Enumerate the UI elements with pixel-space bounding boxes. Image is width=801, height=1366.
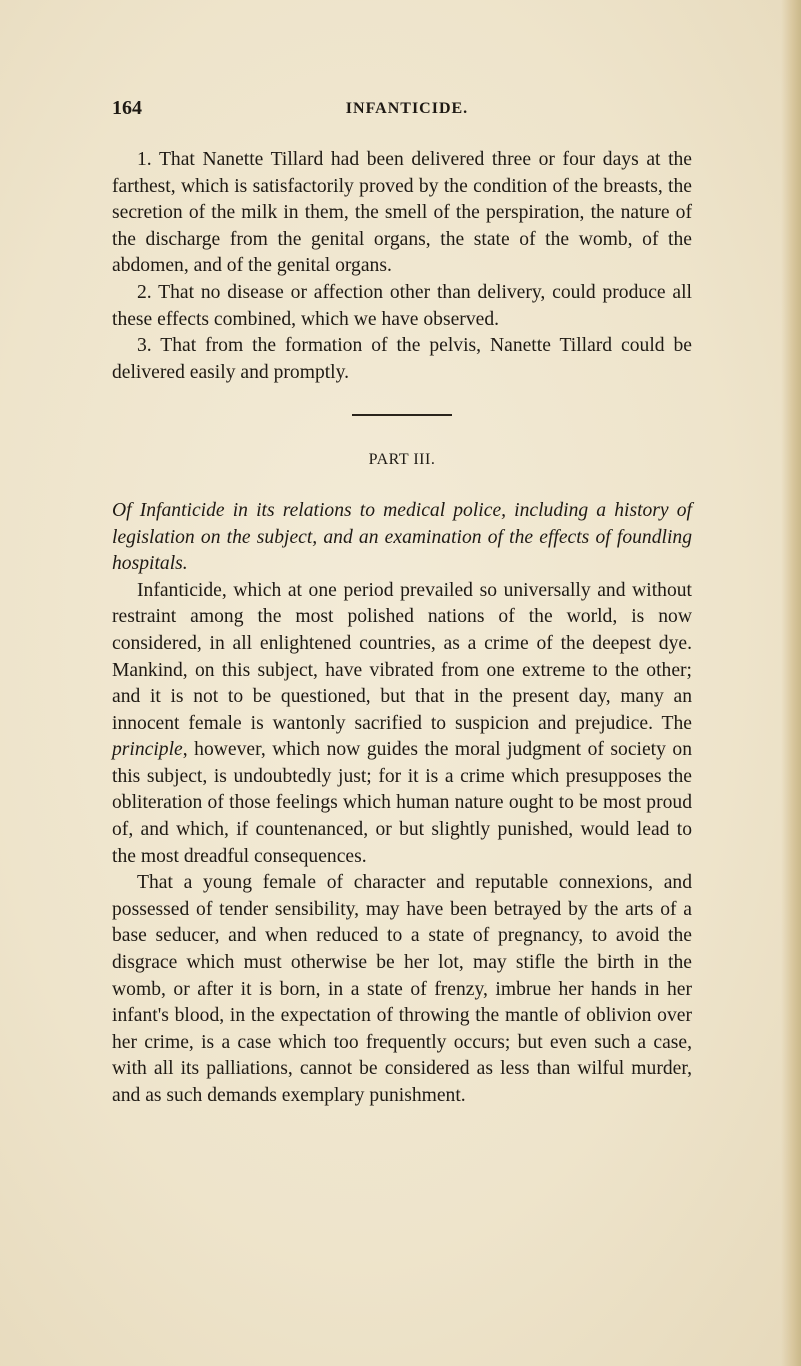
finding-1: 1. That Nanette Tillard had been delivered three or four days at the farthest, which is satisfactorily proved by the condition of the breasts, the secretion of the milk in them, the smell of the perspiration, the nature of the discharge from the genital organs, the state of the womb, of the abdomen, and of the genital organs. <box>112 149 692 277</box>
page-edge-shadow <box>781 0 801 1366</box>
page-number: 164 <box>112 97 142 119</box>
body-paragraph-1-text-b: , however, which now guides the moral judgment of society on this subject, is undoubtedly just; for it is a crime which presupposes the obliteration of those feelings which human nature ought to be most proud of, and which, if countenanced, or but slightly punished, would lead to the most dreadful consequences. <box>112 739 692 867</box>
section-divider <box>352 414 452 416</box>
body-paragraph-2: That a young female of character and reputable connexions, and possessed of tender sensibility, may have been betrayed by the arts of a base seducer, and when reduced to a state of pregnancy, to avoid the disgrace which must otherwise be her lot, may stifle the birth in the womb, or after it is born, in a state of frenzy, imbrue her hands in her infant's blood, in the expectation of throwing the mantle of oblivion over her crime, is a case which too frequently occurs; but even such a case, with all its palliations, cannot be considered as less than wilful murder, and as such demands exemplary punishment. <box>112 872 692 1106</box>
finding-3: 3. That from the formation of the pelvis, Nanette Tillard could be delivered easily and promptly. <box>112 335 692 383</box>
body-paragraph-1 <box>112 578 692 871</box>
page-content <box>112 147 692 1110</box>
running-title: INFANTICIDE. <box>345 100 469 117</box>
body-paragraph-1-emphasis: principle <box>112 739 183 761</box>
part-subtitle: Of Infanticide in its relations to medical police, including a history of legislation on the subject, and an examination of the effects of foundling hospitals. <box>112 499 692 575</box>
body-paragraph-1-text-a: Infanticide, which at one period prevailed so universally and without restraint among the most polished nations of the world, is now considered, in all enlightened countries, as a crime of the deepest dye. Mankind, on this subject, have vibrated from one extreme to the other; and it is not to be questioned, but that in the present day, many an innocent female is wantonly sacrified to suspicion and prejudice. The <box>112 579 692 734</box>
part-heading: PART III. <box>368 451 436 469</box>
page-header <box>112 97 692 127</box>
finding-2: 2. That no disease or affection other than delivery, could produce all these effects combined, which we have observed. <box>112 281 692 330</box>
